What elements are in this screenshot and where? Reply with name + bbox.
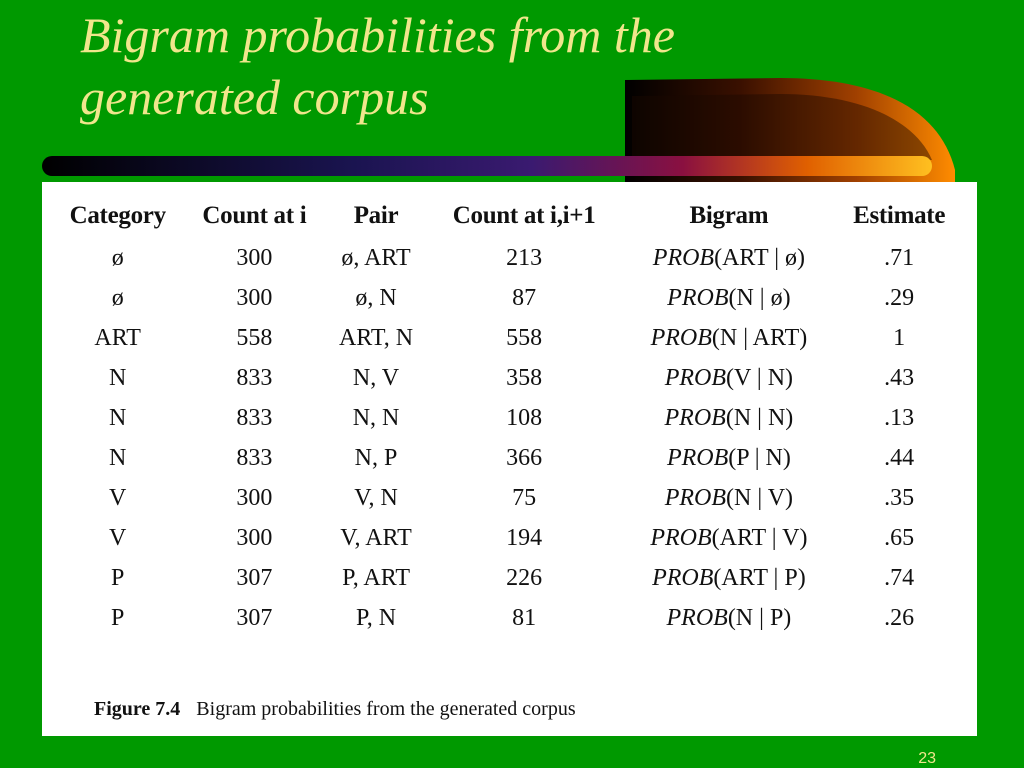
cell-bigram bbox=[622, 398, 837, 438]
cell-count-at-i: 300 bbox=[236, 484, 273, 511]
cell-count-at-pair: 213 bbox=[506, 244, 543, 271]
cell-count-at-i: 307 bbox=[236, 604, 273, 631]
cell-count-at-i: 307 bbox=[236, 564, 273, 591]
decorative-swoosh bbox=[0, 0, 1024, 200]
cell-count-at-pair: 558 bbox=[506, 324, 543, 351]
prob-function: PROB bbox=[664, 364, 727, 391]
cell-category: V bbox=[109, 484, 127, 511]
cell-estimate: .71 bbox=[884, 244, 915, 271]
cell-category: ART bbox=[94, 324, 141, 351]
cell-pair: N, V bbox=[352, 364, 400, 391]
table-row bbox=[52, 318, 962, 358]
cell-category: P bbox=[111, 604, 125, 631]
cell-estimate: .26 bbox=[884, 604, 915, 631]
cell-bigram bbox=[622, 518, 837, 558]
cell-count-at-i: 833 bbox=[236, 404, 273, 431]
figure-caption-text: Bigram probabilities from the generated corpus bbox=[196, 698, 576, 720]
slide-title: Bigram probabilities from the generated corpus bbox=[80, 7, 675, 125]
cell-estimate: .13 bbox=[884, 404, 915, 431]
cell-pair: V, ART bbox=[340, 524, 412, 551]
cell-count-at-pair: 87 bbox=[512, 284, 537, 311]
column-header-estimate: Estimate bbox=[853, 202, 946, 229]
cell-count-at-pair: 108 bbox=[506, 404, 543, 431]
table-header-row bbox=[52, 194, 962, 238]
column-header-pair: Pair bbox=[353, 202, 399, 229]
cell-pair: P, N bbox=[356, 604, 397, 631]
prob-function: PROB bbox=[667, 284, 729, 311]
cell-estimate: .35 bbox=[884, 484, 915, 511]
table-row bbox=[52, 238, 962, 278]
prob-argument: (N | ART) bbox=[711, 324, 808, 351]
cell-bigram bbox=[622, 238, 837, 278]
cell-count-at-i: 833 bbox=[236, 364, 273, 391]
prob-argument: (N | ø) bbox=[728, 284, 791, 311]
cell-pair: ø, ART bbox=[341, 244, 411, 271]
cell-count-at-pair: 81 bbox=[512, 604, 537, 631]
cell-category: V bbox=[109, 524, 127, 551]
prob-function: PROB bbox=[666, 604, 728, 631]
cell-category: N bbox=[109, 404, 127, 431]
table-row bbox=[52, 558, 962, 598]
prob-function: PROB bbox=[650, 324, 712, 351]
prob-function: PROB bbox=[664, 404, 726, 431]
cell-pair: P, ART bbox=[342, 564, 410, 591]
prob-argument: (V | N) bbox=[726, 364, 794, 391]
prob-argument: (P | N) bbox=[728, 444, 791, 471]
prob-function: PROB bbox=[652, 564, 714, 591]
cell-count-at-pair: 358 bbox=[506, 364, 543, 391]
cell-count-at-i: 833 bbox=[236, 444, 273, 471]
cell-count-at-pair: 366 bbox=[506, 444, 543, 471]
prob-argument: (N | P) bbox=[727, 604, 792, 631]
prob-function: PROB bbox=[666, 444, 729, 471]
cell-bigram bbox=[622, 598, 837, 638]
cell-category: N bbox=[109, 444, 127, 471]
cell-count-at-i: 300 bbox=[236, 244, 273, 271]
table-row bbox=[52, 398, 962, 438]
table-body bbox=[52, 238, 962, 638]
table-row bbox=[52, 518, 962, 558]
prob-function: PROB bbox=[650, 524, 712, 551]
table-row bbox=[52, 358, 962, 398]
cell-category: P bbox=[111, 564, 125, 591]
table-row bbox=[52, 438, 962, 478]
column-header-count-at-i: Count at i bbox=[202, 202, 307, 229]
cell-estimate: 1 bbox=[893, 324, 906, 351]
cell-category: N bbox=[109, 364, 127, 391]
figure-panel bbox=[42, 182, 977, 736]
table-row bbox=[52, 278, 962, 318]
prob-function: PROB bbox=[652, 244, 715, 271]
cell-estimate: .44 bbox=[884, 444, 915, 471]
prob-argument: (ART | ø) bbox=[714, 244, 806, 271]
cell-count-at-i: 300 bbox=[236, 524, 273, 551]
cell-estimate: .65 bbox=[884, 524, 915, 551]
cell-pair: N, P bbox=[354, 444, 398, 471]
cell-category: ø bbox=[111, 244, 124, 271]
prob-argument: (N | N) bbox=[725, 404, 794, 431]
figure-caption bbox=[94, 698, 576, 721]
cell-pair: N, N bbox=[352, 404, 400, 431]
table-row bbox=[52, 478, 962, 518]
cell-estimate: .29 bbox=[884, 284, 915, 311]
cell-bigram bbox=[622, 278, 837, 318]
cell-count-at-i: 300 bbox=[236, 284, 273, 311]
column-header-category: Category bbox=[69, 202, 166, 229]
cell-pair: V, N bbox=[354, 484, 398, 511]
page-number: 23 bbox=[918, 750, 936, 767]
cell-bigram bbox=[622, 478, 837, 518]
cell-count-at-i: 558 bbox=[236, 324, 273, 351]
column-header-bigram: Bigram bbox=[689, 202, 769, 229]
cell-category: ø bbox=[111, 284, 124, 311]
cell-count-at-pair: 75 bbox=[512, 484, 537, 511]
cell-bigram bbox=[622, 558, 837, 598]
cell-pair: ART, N bbox=[338, 324, 414, 351]
prob-argument: (N | V) bbox=[726, 484, 794, 511]
bigram-table bbox=[52, 194, 962, 638]
cell-pair: ø, N bbox=[355, 284, 397, 311]
cell-count-at-pair: 226 bbox=[506, 564, 543, 591]
column-header-count-at-pair: Count at i,i+1 bbox=[452, 202, 596, 229]
cell-count-at-pair: 194 bbox=[506, 524, 543, 551]
cell-estimate: .43 bbox=[884, 364, 915, 391]
cell-bigram bbox=[622, 318, 837, 358]
prob-argument: (ART | P) bbox=[713, 564, 806, 591]
table-row bbox=[52, 598, 962, 638]
cell-bigram bbox=[622, 358, 837, 398]
figure-label: Figure 7.4 bbox=[94, 698, 181, 720]
prob-function: PROB bbox=[664, 484, 727, 511]
cell-estimate: .74 bbox=[884, 564, 915, 591]
cell-bigram bbox=[622, 438, 837, 478]
prob-argument: (ART | V) bbox=[711, 524, 808, 551]
